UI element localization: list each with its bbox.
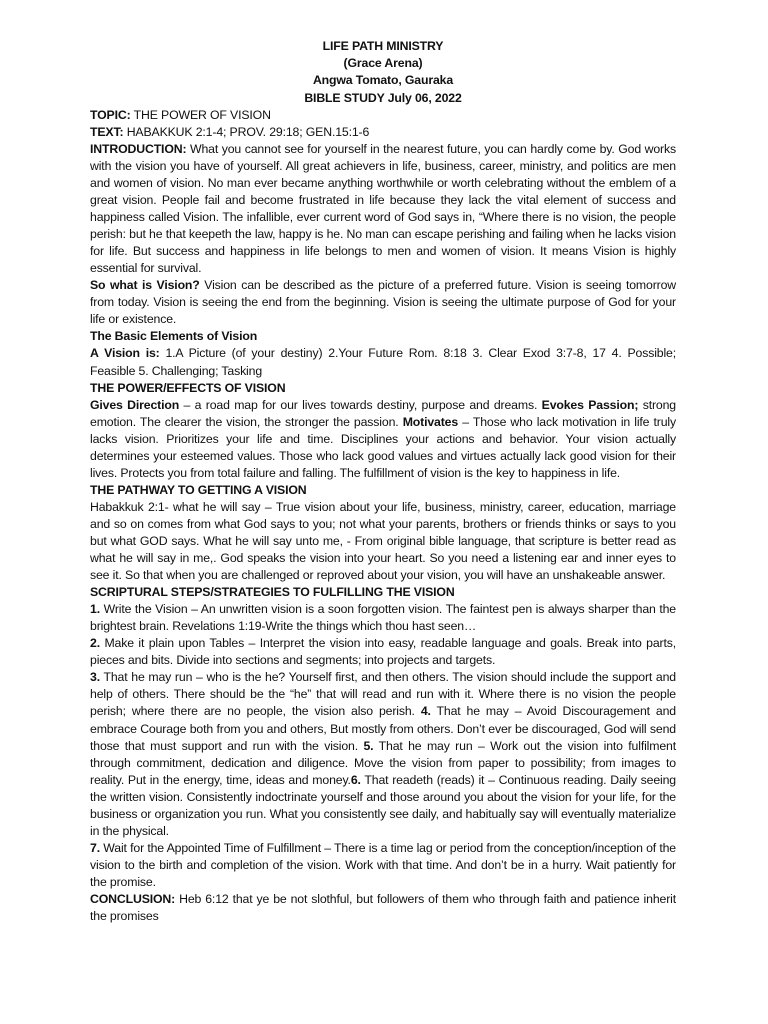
introduction-label: INTRODUCTION: bbox=[90, 141, 187, 156]
step-7-text: Wait for the Appointed Time of Fulfillment – There is a time lag or period from the conception/inception of the vision to the birth and completion of the vision. Work with that time. And don’t be in a hurry. Wait patiently for the promise. bbox=[90, 840, 676, 889]
step-3-number: 3. bbox=[90, 670, 100, 685]
gives-direction-text: – a road map for our lives towards destiny, purpose and dreams. bbox=[179, 397, 542, 412]
power-effects-paragraph bbox=[90, 397, 676, 482]
step-6-text: That readeth (reads) it – Continuous reading. Daily seeing the written vision. Consistently indoctrinate yourself and those around you about the vision for your life, for the business or organization you run. What you consistently see daily, and habitually say will eventually materialize in the physical. bbox=[90, 772, 676, 838]
evokes-passion-text: strong emotion. The clearer the vision, the stronger the passion. bbox=[90, 397, 676, 429]
step-3-text: That he may run – who is the he? Yourself first, and then others. The vision should include the support and help of others. There should be the “he” that will read and run with it. Where there is no vision the people perish; where there are no people, the vision also perish. bbox=[90, 670, 676, 719]
what-is-vision-text: Vision can be described as the picture of a preferred future. Vision is seeing tomorrow from today. Vision is seeing the end from the beginning. Vision is seeing the ultimate purpose of God for your life or existence. bbox=[90, 278, 677, 327]
location: Angwa Tomato, Gauraka bbox=[312, 73, 454, 88]
what-is-vision-paragraph bbox=[90, 277, 676, 328]
basic-elements-heading: The Basic Elements of Vision bbox=[90, 329, 258, 344]
step-2-paragraph bbox=[90, 635, 676, 669]
study-date: BIBLE STUDY July 06, 2022 bbox=[304, 90, 462, 105]
topic-text: THE POWER OF VISION bbox=[130, 107, 271, 122]
step-5-text: That he may run – Work out the vision into fulfilment through commitment, dedication and diligence. Move the vision from paper to possibility; from images to reality. Put in the energy, time, ideas and money. bbox=[90, 738, 676, 787]
step-2-number: 2. bbox=[90, 636, 100, 651]
topic-label: TOPIC: bbox=[90, 107, 131, 122]
evokes-passion-label: Evokes Passion; bbox=[541, 397, 639, 412]
step-5-number: 5. bbox=[363, 738, 374, 753]
step-7-number: 7. bbox=[90, 840, 100, 855]
venue-name: (Grace Arena) bbox=[343, 56, 423, 71]
topic-line bbox=[90, 107, 676, 124]
pathway-paragraph: Habakkuk 2:1- what he will say – True vision about your life, business, ministry, career, education, marriage and so on comes from what God says to you; not what your parents, brothers or friends thinks or says to you but what GOD says. What he will say unto me, - From original bible language, that scripture is better read as what he will say in me,. God speaks the vision into your heart. So you need a listening ear and inner eyes to see it. So that when you are challenged or reproved about your vision, you will have an unshakeable answer. bbox=[90, 499, 676, 583]
ministry-name: LIFE PATH MINISTRY bbox=[322, 39, 444, 53]
document-page bbox=[90, 38, 676, 925]
pathway-heading: THE PATHWAY TO GETTING A VISION bbox=[90, 482, 307, 497]
vision-is-label: A Vision is: bbox=[90, 346, 160, 361]
step-4-number: 4. bbox=[420, 704, 431, 719]
power-effects-heading: THE POWER/EFFECTS OF VISION bbox=[90, 380, 286, 395]
what-is-vision-label: So what is Vision? bbox=[90, 278, 200, 293]
steps-heading: SCRIPTURAL STEPS/STRATEGIES TO FULFILLING THE VISION bbox=[90, 585, 455, 600]
text-reference-line bbox=[90, 124, 676, 141]
step-1-paragraph bbox=[90, 601, 676, 635]
conclusion-paragraph bbox=[90, 891, 676, 925]
step-6-number: 6. bbox=[350, 772, 361, 787]
step-1-text: Write the Vision – An unwritten vision is a soon forgotten vision. The faintest pen is always sharper than the brightest brain. Revelations 1:19-Write the things which thou hast seen… bbox=[90, 602, 676, 634]
gives-direction-label: Gives Direction bbox=[90, 397, 180, 412]
step-4-text: That he may – Avoid Discouragement and embrace Courage both from you and others, But mostly from others. Don’t ever be discouraged, God will send those that must support and run with the vision. bbox=[90, 704, 676, 753]
basic-elements-paragraph bbox=[90, 345, 676, 379]
introduction-paragraph bbox=[90, 141, 676, 277]
conclusion-text: Heb 6:12 that ye be not slothful, but followers of them who through faith and patience inherit the promises bbox=[90, 891, 676, 924]
step-7-paragraph bbox=[90, 840, 676, 891]
text-reference: HABAKKUK 2:1-4; PROV. 29:18; GEN.15:1-6 bbox=[123, 124, 370, 139]
document-header bbox=[90, 38, 676, 107]
conclusion-label: CONCLUSION: bbox=[90, 891, 176, 906]
motivates-label: Motivates bbox=[402, 414, 459, 429]
step-3-to-6-paragraph bbox=[90, 669, 676, 839]
step-1-number: 1. bbox=[90, 602, 100, 617]
motivates-text: – Those who lack motivation in life truly lacks vision. Prioritizes your life and time. Disciplines your actions and behavior. Your vision actually determines your esteemed values. Those who lack good values and virtues actually lack good vision for their lives. Protects you from total failure and falling. The fulfillment of vision is the key to happiness in life. bbox=[90, 414, 676, 480]
step-2-text: Make it plain upon Tables – Interpret the vision into easy, readable language and goals. Break into parts, pieces and bits. Divide into sections and segments; into projects and targets. bbox=[90, 636, 676, 668]
basic-elements-text: 1.A Picture (of your destiny) 2.Your Future Rom. 8:18 3. Clear Exod 3:7-8, 17 4. Possible; Feasible 5. Challenging; Tasking bbox=[90, 346, 676, 378]
text-label: TEXT: bbox=[90, 124, 124, 139]
introduction-text: What you cannot see for yourself in the nearest future, you can hardly come by. God works with the vision you have of yourself. All great achievers in life, business, career, ministry, and politics are men and women of vision. No man ever became anything worthwhile or worth celebrating without the emblem of a great vision. People fail and become frustrated in life because they lack the vital element of success and happiness called Vision. The infallible, ever current word of God says in, “Where there is no vision, the people perish: but he that keepeth the law, happy is he. No man can escape perishing and failing when he lacks vision for life. But success and happiness in life belongs to men and women of vision. It means Vision is highly essential for survival. bbox=[90, 141, 676, 276]
